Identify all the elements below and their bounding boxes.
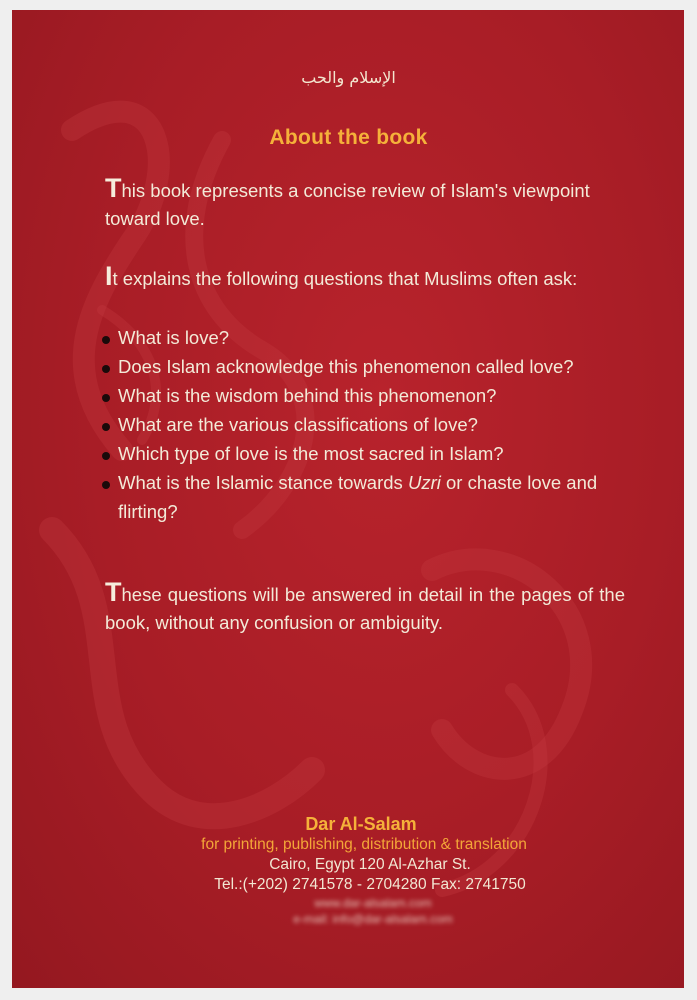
question-text: What are the various classifications of love? (118, 414, 478, 435)
publisher-address: Cairo, Egypt 120 Al-Azhar St. (269, 856, 471, 873)
about-heading: About the book (269, 126, 428, 149)
uzri-term: Uzri (407, 472, 441, 493)
question-text-before: What is the Islamic stance towards (118, 472, 408, 493)
bullet-icon (102, 336, 110, 344)
list-item (100, 352, 630, 381)
publisher-block (12, 814, 684, 927)
list-item (100, 439, 630, 468)
dropcap-letter: T (105, 173, 122, 203)
list-item (100, 381, 630, 410)
bullet-icon (102, 423, 110, 431)
intro-paragraph (105, 174, 625, 233)
questions-list (100, 323, 630, 526)
bullet-icon (102, 452, 110, 460)
question-text: Which type of love is the most sacred in Islam? (118, 443, 504, 464)
questions-intro-text: t explains the following questions that Muslims often ask: (112, 268, 578, 289)
question-text-after: or chaste love and flirting? (118, 472, 598, 522)
dropcap-letter: I (105, 261, 113, 291)
bullet-icon (102, 394, 110, 402)
question-text: What is love? (118, 327, 230, 348)
publisher-email: e-mail: info@dar-alsalam.com (293, 912, 453, 926)
closing-paragraph (105, 578, 625, 637)
publisher-contact: Tel.:(+202) 2741578 - 2704280 Fax: 2741750 (214, 876, 526, 893)
closing-text: hese questions will be answered in detail in the pages of the book, without any confusion or ambiguity. (105, 584, 625, 633)
book-back-cover (12, 10, 684, 988)
list-item (100, 323, 630, 352)
arabic-title: الإسلام والحب (301, 68, 396, 87)
questions-intro-paragraph (105, 262, 625, 293)
dropcap-letter: T (105, 577, 122, 607)
list-item (100, 410, 630, 439)
publisher-website: www.dar-alsalam.com (314, 896, 432, 910)
publisher-name: Dar Al-Salam (305, 814, 417, 834)
question-text: Does Islam acknowledge this phenomenon called love? (118, 356, 574, 377)
bullet-icon (102, 365, 110, 373)
question-text: What is the wisdom behind this phenomenon? (118, 385, 497, 406)
intro-text: his book represents a concise review of Islam's viewpoint toward love. (105, 180, 590, 229)
bullet-icon (102, 481, 110, 489)
list-item (100, 468, 630, 526)
publisher-tagline: for printing, publishing, distribution & translation (201, 836, 527, 853)
